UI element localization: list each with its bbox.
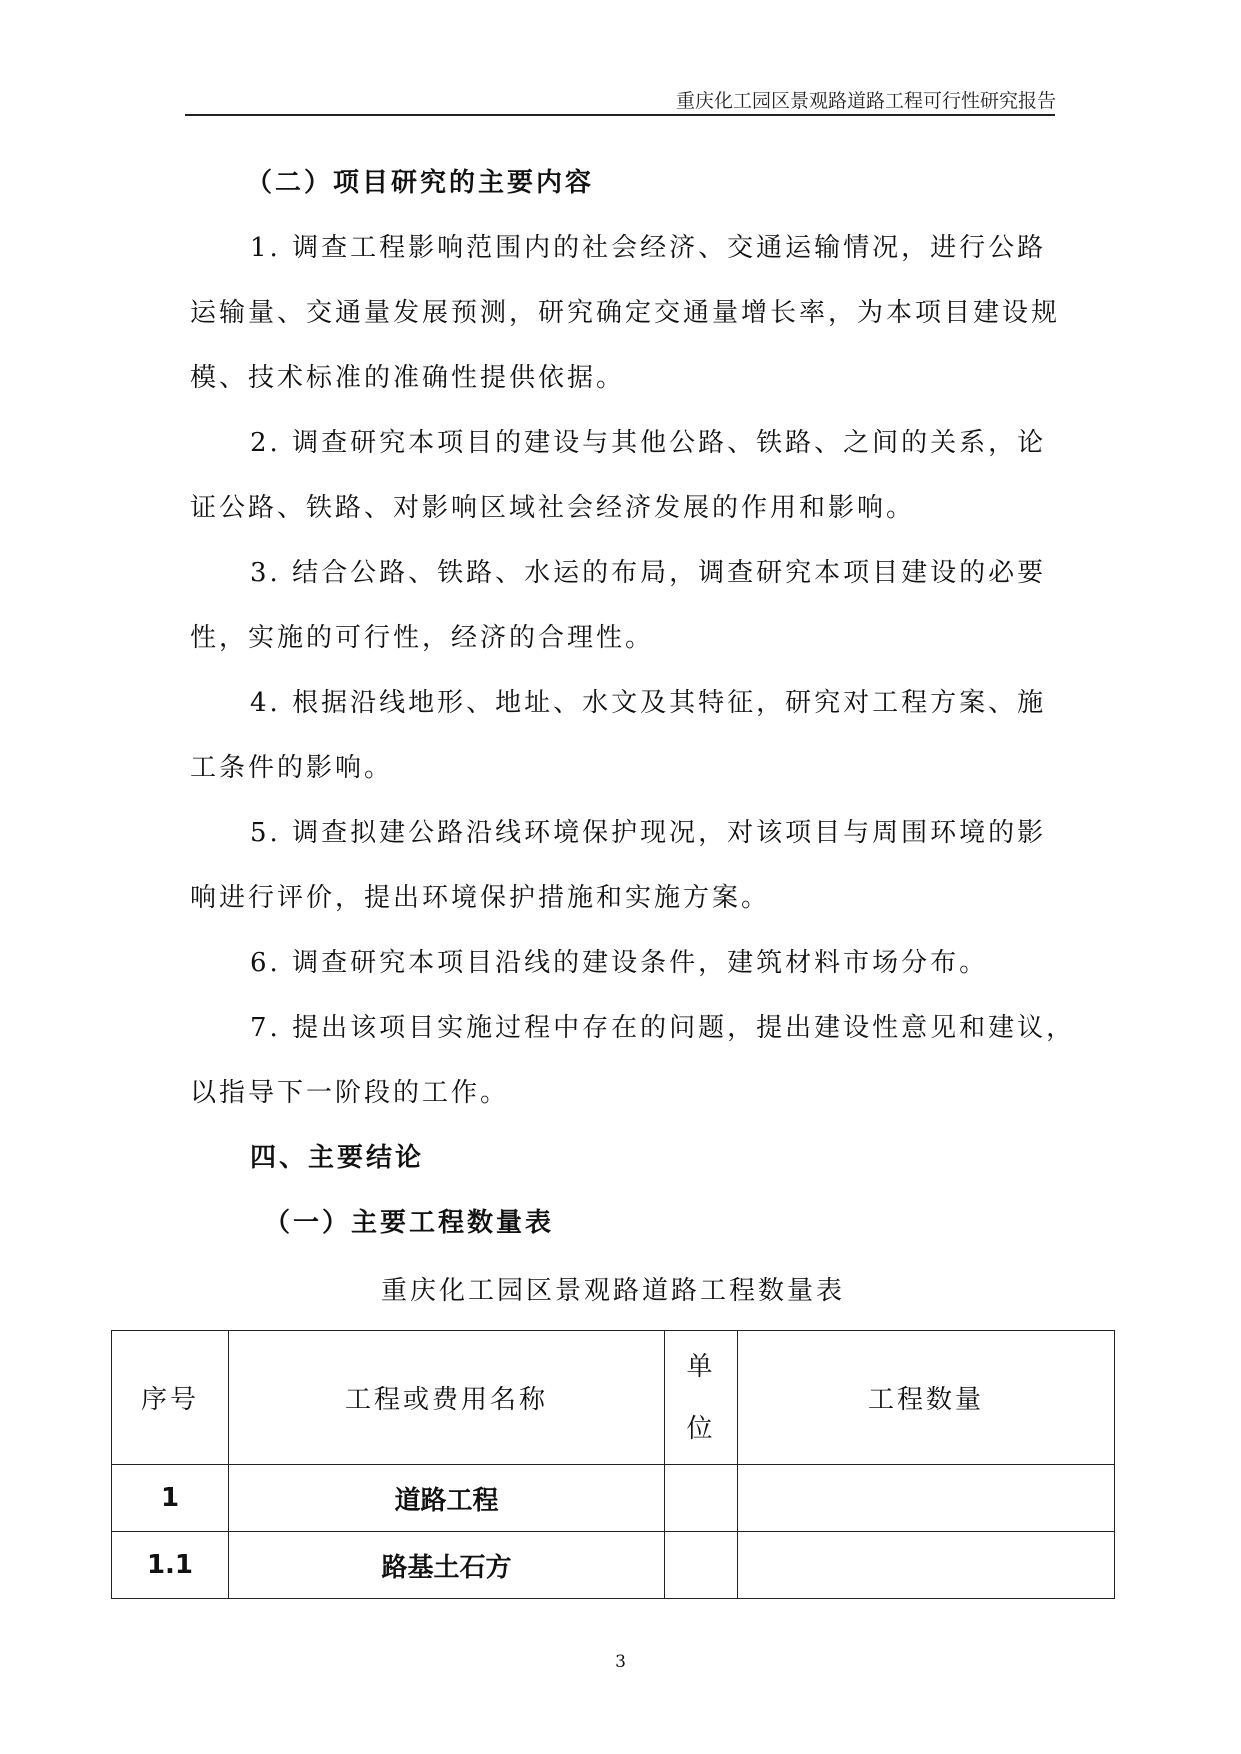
document-body xyxy=(190,158,1076,1263)
item-4-line-1: 4. 根据沿线地形、地址、水文及其特征，研究对工程方案、施 xyxy=(250,688,1047,718)
item-2-line-1: 2. 调查研究本项目的建设与其他公路、铁路、之间的关系，论 xyxy=(250,428,1047,458)
section-title: （二）项目研究的主要内容 xyxy=(246,168,595,198)
item-5-line-1: 5. 调查拟建公路沿线环境保护现况，对该项目与周围环境的影 xyxy=(250,818,1047,848)
cell-unit xyxy=(665,1465,738,1532)
header-qty: 工程数量 xyxy=(738,1331,1115,1465)
item-7-line-1: 7. 提出该项目实施过程中存在的问题，提出建设性意见和建议， xyxy=(250,1013,1076,1043)
header-name: 工程或费用名称 xyxy=(229,1331,665,1465)
quantity-table xyxy=(111,1330,1115,1599)
item-4-line-2: 工条件的影响。 xyxy=(190,753,394,783)
item-7-line-2: 以指导下一阶段的工作。 xyxy=(190,1078,510,1108)
cell-no: 1.1 xyxy=(112,1532,229,1599)
item-2-line-2: 证公路、铁路、对影响区域社会经济发展的作用和影响。 xyxy=(190,493,916,523)
cell-name: 道路工程 xyxy=(229,1465,665,1532)
header-unit xyxy=(665,1331,738,1465)
header-unit-line-1: 单 xyxy=(686,1351,716,1382)
header-unit-line-2: 位 xyxy=(686,1413,716,1444)
item-1-line-3: 模、技术标准的准确性提供依据。 xyxy=(190,363,626,393)
cell-qty xyxy=(738,1532,1115,1599)
item-1-line-1: 1. 调查工程影响范围内的社会经济、交通运输情况，进行公路 xyxy=(250,233,1047,263)
header-no: 序号 xyxy=(112,1331,229,1465)
table-header-row xyxy=(112,1331,1115,1465)
header-divider xyxy=(185,114,1055,116)
item-5-line-2: 响进行评价，提出环境保护措施和实施方案。 xyxy=(190,883,771,913)
item-6-line-1: 6. 调查研究本项目沿线的建设条件，建筑材料市场分布。 xyxy=(250,948,989,978)
cell-no: 1 xyxy=(112,1465,229,1532)
cell-name: 路基土石方 xyxy=(229,1532,665,1599)
cell-qty xyxy=(738,1465,1115,1532)
item-3-line-1: 3. 结合公路、铁路、水运的布局，调查研究本项目建设的必要 xyxy=(250,558,1047,588)
page-number: 3 xyxy=(615,1652,626,1672)
item-3-line-2: 性，实施的可行性，经济的合理性。 xyxy=(190,623,655,653)
table-caption: 重庆化工园区景观路道路工程数量表 xyxy=(380,1276,845,1306)
item-1-line-2: 运输量、交通量发展预测，研究确定交通量增长率，为本项目建设规 xyxy=(190,298,1061,328)
section-4-title: 四、主要结论 xyxy=(250,1143,425,1173)
subsection-title: （一）主要工程数量表 xyxy=(264,1208,555,1238)
header-title: 重庆化工园区景观路道路工程可行性研究报告 xyxy=(675,90,1056,112)
cell-unit xyxy=(665,1532,738,1599)
table-row xyxy=(112,1465,1115,1532)
table-row xyxy=(112,1532,1115,1599)
